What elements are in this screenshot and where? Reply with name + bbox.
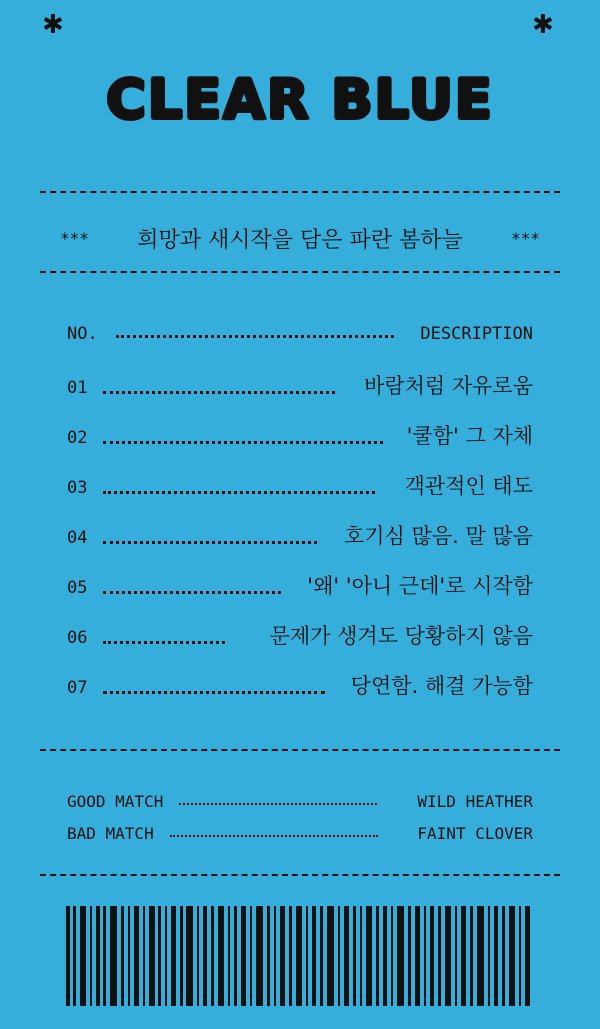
divider: [40, 749, 560, 751]
divider: [40, 874, 560, 876]
table-header: [67, 318, 533, 344]
list-item: [67, 666, 533, 700]
item-number: 07: [67, 678, 88, 698]
divider: [40, 191, 560, 193]
dotted-leader: [103, 641, 225, 644]
list-item: [67, 416, 533, 450]
divider: [40, 271, 560, 273]
good-match-row: [67, 785, 533, 811]
dotted-leader: [103, 391, 335, 394]
dotted-leader: [103, 491, 375, 494]
list-item: [67, 566, 533, 600]
header-description-label: DESCRIPTION: [420, 324, 533, 344]
list-item: [67, 366, 533, 400]
dotted-leader: [103, 591, 281, 594]
list-item: [67, 466, 533, 500]
bad-match-value: FAINT CLOVER: [417, 824, 533, 843]
item-description: 당연함. 해결 가능함: [350, 674, 533, 698]
subtitle-right-stars: ***: [511, 228, 540, 248]
list-item: [67, 516, 533, 550]
item-number: 01: [67, 378, 88, 398]
dotted-leader: [170, 835, 378, 837]
item-number: 06: [67, 628, 88, 648]
item-description: 호기심 많음. 말 많음: [344, 524, 533, 548]
item-description: 문제가 생겨도 당황하지 않음: [269, 624, 533, 648]
list-item: [67, 616, 533, 650]
item-number: 02: [67, 428, 88, 448]
item-description: 바람처럼 자유로움: [364, 374, 533, 398]
subtitle-text: 희망과 새시작을 담은 파란 봄하늘: [137, 227, 463, 253]
item-number: 04: [67, 528, 88, 548]
item-number: 03: [67, 478, 88, 498]
bad-match-row: [67, 817, 533, 843]
good-match-value: WILD HEATHER: [417, 792, 533, 811]
item-number: 05: [67, 578, 88, 598]
subtitle-left-stars: ***: [60, 228, 89, 248]
dotted-leader: [116, 335, 394, 338]
dotted-leader: [103, 541, 317, 544]
page-title: CLEAR BLUE: [106, 68, 494, 131]
dotted-leader: [179, 803, 377, 805]
dotted-leader: [103, 441, 383, 444]
flower-star-icon: ✱: [42, 10, 64, 40]
dotted-leader: [103, 691, 325, 694]
bad-match-label: BAD MATCH: [67, 824, 154, 843]
item-description: '쿨함' 그 자체: [406, 424, 533, 448]
flower-star-icon: ✱: [532, 10, 554, 40]
item-description: '왜' '아니 근데'로 시작함: [307, 574, 533, 598]
subtitle-row: [60, 218, 540, 258]
header-no-label: NO.: [67, 324, 98, 344]
good-match-label: GOOD MATCH: [67, 792, 164, 811]
item-description: 객관적인 태도: [404, 474, 533, 498]
barcode-icon: [66, 906, 534, 1006]
